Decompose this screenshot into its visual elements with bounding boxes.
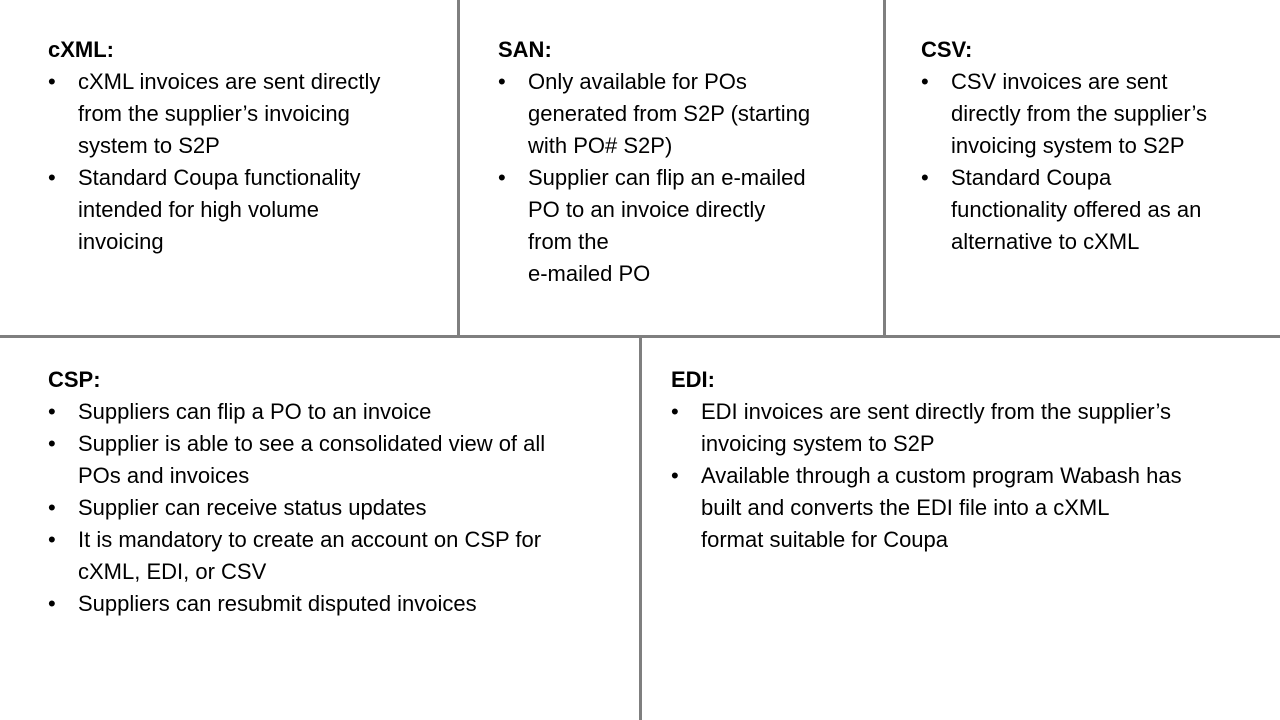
- panel-san: [498, 34, 878, 290]
- bullet-marker: •: [921, 165, 929, 190]
- bullet-list: [498, 66, 878, 290]
- bullet-list: [48, 396, 633, 620]
- bullet-marker: •: [498, 69, 506, 94]
- bullet-marker: •: [48, 495, 56, 520]
- bullet-marker: •: [671, 399, 679, 424]
- bullet-marker: •: [48, 399, 56, 424]
- vertical-divider-bottom: [639, 336, 642, 720]
- bullet-text-line: PO to an invoice directly: [528, 197, 766, 222]
- panel-title: EDI:: [671, 367, 715, 392]
- bullet-text-line: Available through a custom program Wabash has: [701, 463, 1182, 488]
- bullet-text-line: Standard Coupa: [951, 165, 1112, 190]
- bullet-text-line: cXML invoices are sent directly: [78, 69, 381, 94]
- bullet-text-line: It is mandatory to create an account on CSP for: [78, 527, 542, 552]
- bullet-marker: •: [48, 591, 56, 616]
- bullet-text-line: from the: [528, 229, 609, 254]
- bullet-text-line: invoicing system to S2P: [951, 133, 1185, 158]
- bullet-text-line: cXML, EDI, or CSV: [78, 559, 267, 584]
- bullet-marker: •: [48, 527, 56, 552]
- panel-csp: [48, 364, 633, 620]
- bullet-item: [498, 66, 878, 162]
- bullet-text-line: with PO# S2P): [528, 133, 673, 158]
- bullet-list: [48, 66, 448, 258]
- bullet-text-line: directly from the supplier’s: [951, 101, 1207, 126]
- bullet-item: [48, 428, 633, 492]
- bullet-text-line: invoicing: [78, 229, 164, 254]
- bullet-text-line: e-mailed PO: [528, 261, 651, 286]
- bullet-text-line: EDI invoices are sent directly from the supplier’s: [701, 399, 1171, 424]
- bullet-item: [48, 492, 633, 524]
- panel-edi: [671, 364, 1271, 556]
- bullet-text-line: Only available for POs: [528, 69, 747, 94]
- bullet-text-line: Suppliers can flip a PO to an invoice: [78, 399, 432, 424]
- bullet-marker: •: [671, 463, 679, 488]
- bullet-marker: •: [48, 431, 56, 456]
- bullet-text-line: alternative to cXML: [951, 229, 1140, 254]
- bullet-text-line: Supplier can receive status updates: [78, 495, 427, 520]
- bullet-text-line: from the supplier’s invoicing: [78, 101, 350, 126]
- bullet-text-line: Standard Coupa functionality: [78, 165, 361, 190]
- bullet-text-line: generated from S2P (starting: [528, 101, 811, 126]
- bullet-list: [921, 66, 1276, 258]
- bullet-text-line: POs and invoices: [78, 463, 250, 488]
- bullet-item: [921, 66, 1276, 162]
- panel-title: SAN:: [498, 37, 552, 62]
- vertical-divider-top-left: [457, 0, 460, 336]
- panel-title: CSP:: [48, 367, 101, 392]
- bullet-item: [48, 524, 633, 588]
- bullet-text-line: Suppliers can resubmit disputed invoices: [78, 591, 477, 616]
- bullet-text-line: functionality offered as an: [951, 197, 1202, 222]
- bullet-marker: •: [48, 69, 56, 94]
- panel-cxml: [48, 34, 448, 258]
- panel-title: CSV:: [921, 37, 973, 62]
- panel-title: cXML:: [48, 37, 114, 62]
- bullet-text-line: format suitable for Coupa: [701, 527, 949, 552]
- bullet-marker: •: [48, 165, 56, 190]
- bullet-marker: •: [498, 165, 506, 190]
- vertical-divider-top-right: [883, 0, 886, 336]
- bullet-list: [671, 396, 1271, 556]
- bullet-item: [498, 162, 878, 290]
- bullet-item: [48, 396, 633, 428]
- bullet-marker: •: [921, 69, 929, 94]
- bullet-text-line: system to S2P: [78, 133, 220, 158]
- bullet-item: [671, 460, 1271, 556]
- bullet-text-line: Supplier can flip an e-mailed: [528, 165, 806, 190]
- bullet-text-line: Supplier is able to see a consolidated view of all: [78, 431, 546, 456]
- panel-csv: [921, 34, 1276, 258]
- bullet-item: [671, 396, 1271, 460]
- bullet-text-line: built and converts the EDI file into a cXML: [701, 495, 1110, 520]
- bullet-item: [48, 162, 448, 258]
- bullet-text-line: invoicing system to S2P: [701, 431, 935, 456]
- bullet-item: [921, 162, 1276, 258]
- bullet-item: [48, 588, 633, 620]
- bullet-text-line: CSV invoices are sent: [951, 69, 1168, 94]
- bullet-item: [48, 66, 448, 162]
- bullet-text-line: intended for high volume: [78, 197, 319, 222]
